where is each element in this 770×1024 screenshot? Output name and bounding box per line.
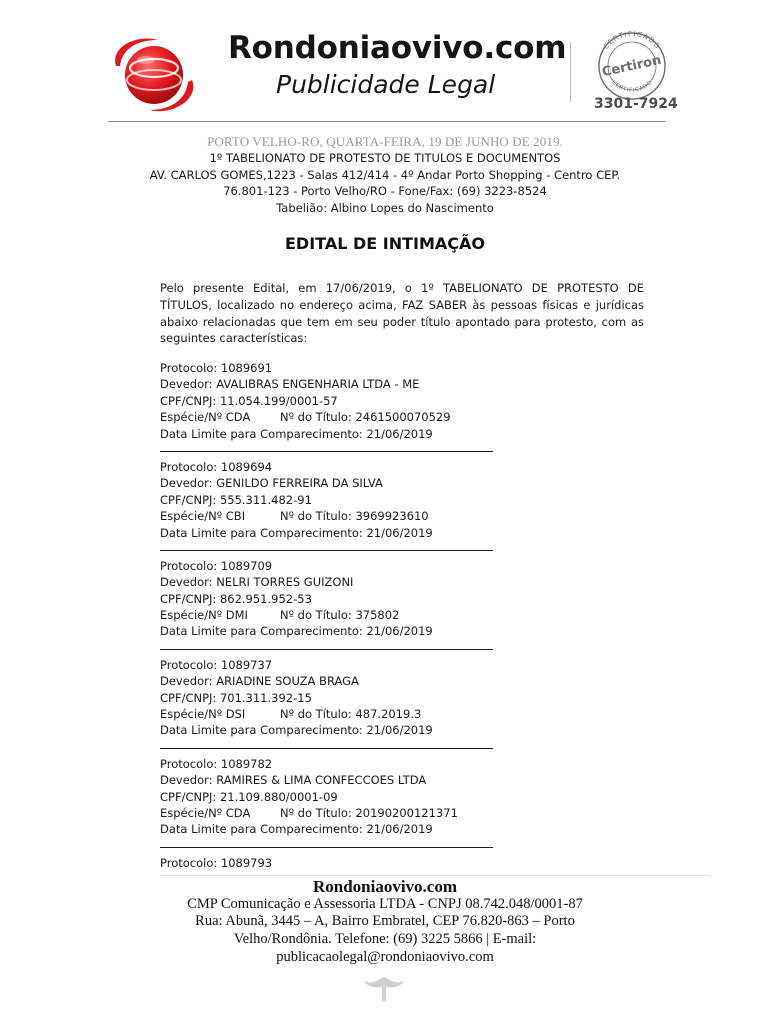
entry-cpf: CPF/CNPJ: 21.109.880/0001-09 bbox=[160, 789, 338, 804]
dateline: PORTO VELHO-RO, QUARTA-FEIRA, 19 DE JUNHO DE 2019. bbox=[207, 134, 563, 149]
entry-protocolo: Protocolo: 1089709 bbox=[160, 558, 273, 573]
entry-protocolo: Protocolo: 1089691 bbox=[160, 361, 273, 375]
entry-cpf: CPF/CNPJ: 11.054.199/0001-57 bbox=[160, 393, 338, 408]
entry-cpf: CPF/CNPJ: 862.951.952-53 bbox=[160, 591, 312, 606]
seal-bottom-text: CERTIFICADO bbox=[610, 79, 654, 94]
entry-devedor: Devedor: GENILDO FERREIRA DA SILVA bbox=[160, 476, 383, 491]
entry-especie-row bbox=[160, 607, 660, 623]
entry bbox=[160, 558, 660, 650]
entry bbox=[160, 657, 660, 749]
entry-separator bbox=[160, 450, 493, 452]
office-name: 1º TABELIONATO DE PROTESTO DE TITULOS E DOCUMENTOS bbox=[209, 151, 561, 165]
footer-address-2: Velho/Rondônia. Telefone: (69) 3225 5866 | E-mail: bbox=[233, 931, 537, 947]
entry-separator bbox=[160, 747, 493, 749]
entry-titulo: Nº do Título: 3969923610 bbox=[280, 509, 429, 524]
office-address-line-1: AV. CARLOS GOMES,1223 - Salas 412/414 - 4º Andar Porto Shopping - Centro CEP. bbox=[149, 168, 621, 182]
tabeliao: Tabelião: Albino Lopes do Nascimento bbox=[276, 201, 494, 215]
entries-list bbox=[160, 360, 660, 871]
seal-phone: 3301-7924 bbox=[594, 96, 678, 112]
entry-devedor: Devedor: ARIADINE SOUZA BRAGA bbox=[160, 674, 359, 689]
entry-especie-row bbox=[160, 706, 660, 722]
entry-separator bbox=[160, 846, 493, 848]
svg-text:CERTIFICADO bbox=[610, 80, 653, 94]
entry-cpf: CPF/CNPJ: 555.311.482-91 bbox=[160, 492, 312, 507]
entry-especie: Espécie/Nº CDA bbox=[160, 805, 251, 820]
entry-protocolo-last: Protocolo: 1089793 bbox=[160, 855, 273, 870]
certification-seal-icon bbox=[590, 28, 674, 102]
footer-email: publicacaolegal@rondoniaovivo.com bbox=[276, 949, 494, 965]
entry-especie: Espécie/Nº DSI bbox=[160, 707, 246, 722]
intro-paragraph: Pelo presente Edital, em 17/06/2019, o 1º TABELIONATO DE PROTESTO DE TÍTULOS, localizado no endereço acima, FAZ SABER às pessoas físicas e jurídicas abaixo relacionadas que tem em seu poder título apontado para protesto, com as seguintes características: bbox=[160, 281, 644, 346]
rondoniaovivo-logo-icon bbox=[108, 36, 200, 114]
entry-cpf: CPF/CNPJ: 701.311.392-15 bbox=[160, 690, 312, 705]
footer-address-1: Rua: Abunã, 3445 – A, Bairro Embratel, CEP 76.820-863 – Porto bbox=[195, 913, 575, 929]
entry bbox=[160, 756, 660, 848]
brand-title: Rondoniaovivo.com bbox=[228, 30, 567, 66]
header-rule bbox=[108, 121, 666, 122]
entry-data-limite: Data Limite para Comparecimento: 21/06/2019 bbox=[160, 426, 433, 441]
entry-separator bbox=[160, 648, 493, 650]
entry bbox=[160, 459, 660, 551]
entry-titulo: Nº do Título: 2461500070529 bbox=[280, 410, 451, 425]
entry-protocolo: Protocolo: 1089782 bbox=[160, 756, 273, 771]
footer-rule bbox=[160, 875, 710, 876]
entry bbox=[160, 360, 660, 452]
entry-data-limite: Data Limite para Comparecimento: 21/06/2019 bbox=[160, 723, 433, 738]
entry-devedor: Devedor: RAMIRES & LIMA CONFECCOES LTDA bbox=[160, 773, 427, 788]
entry-especie-row bbox=[160, 409, 660, 425]
entry-devedor: Devedor: AVALIBRAS ENGENHARIA LTDA - ME bbox=[160, 377, 420, 392]
seal-top-text: CERTIFICADO bbox=[601, 29, 663, 51]
page-title: EDITAL DE INTIMAÇÃO bbox=[284, 234, 485, 253]
entry-data-limite: Data Limite para Comparecimento: 21/06/2019 bbox=[160, 822, 433, 837]
entry-separator bbox=[160, 549, 493, 551]
entry-especie: Espécie/Nº CBI bbox=[160, 509, 246, 524]
entry-especie-row bbox=[160, 508, 660, 524]
header-divider bbox=[570, 42, 571, 102]
footer-watermark-icon bbox=[360, 975, 408, 1003]
entry-protocolo: Protocolo: 1089737 bbox=[160, 657, 273, 672]
entry-protocolo: Protocolo: 1089694 bbox=[160, 459, 273, 474]
office-address-line-2: 76.801-123 - Porto Velho/RO - Fone/Fax: (69) 3223-8524 bbox=[223, 184, 547, 198]
footer-brand: Rondoniaovivo.com bbox=[312, 877, 458, 896]
entry-data-limite: Data Limite para Comparecimento: 21/06/2019 bbox=[160, 525, 433, 540]
brand-subtitle: Publicidade Legal bbox=[276, 70, 496, 99]
entry-especie: Espécie/Nº DMI bbox=[160, 608, 248, 623]
footer-company: CMP Comunicação e Assessoria LTDA - CNPJ 08.742.048/0001-87 bbox=[187, 896, 583, 912]
svg-text:CERTIFICADO bbox=[602, 30, 662, 51]
entry-titulo: Nº do Título: 375802 bbox=[280, 608, 400, 623]
entry-especie-row bbox=[160, 805, 660, 821]
entry-titulo: Nº do Título: 20190200121371 bbox=[280, 805, 458, 820]
entry-data-limite: Data Limite para Comparecimento: 21/06/2019 bbox=[160, 624, 433, 639]
entry-especie: Espécie/Nº CDA bbox=[160, 410, 251, 425]
entry-titulo: Nº do Título: 487.2019.3 bbox=[280, 707, 422, 722]
seal-center-text: Certiron bbox=[600, 52, 663, 81]
entry-devedor: Devedor: NELRI TORRES GUIZONI bbox=[160, 575, 354, 590]
